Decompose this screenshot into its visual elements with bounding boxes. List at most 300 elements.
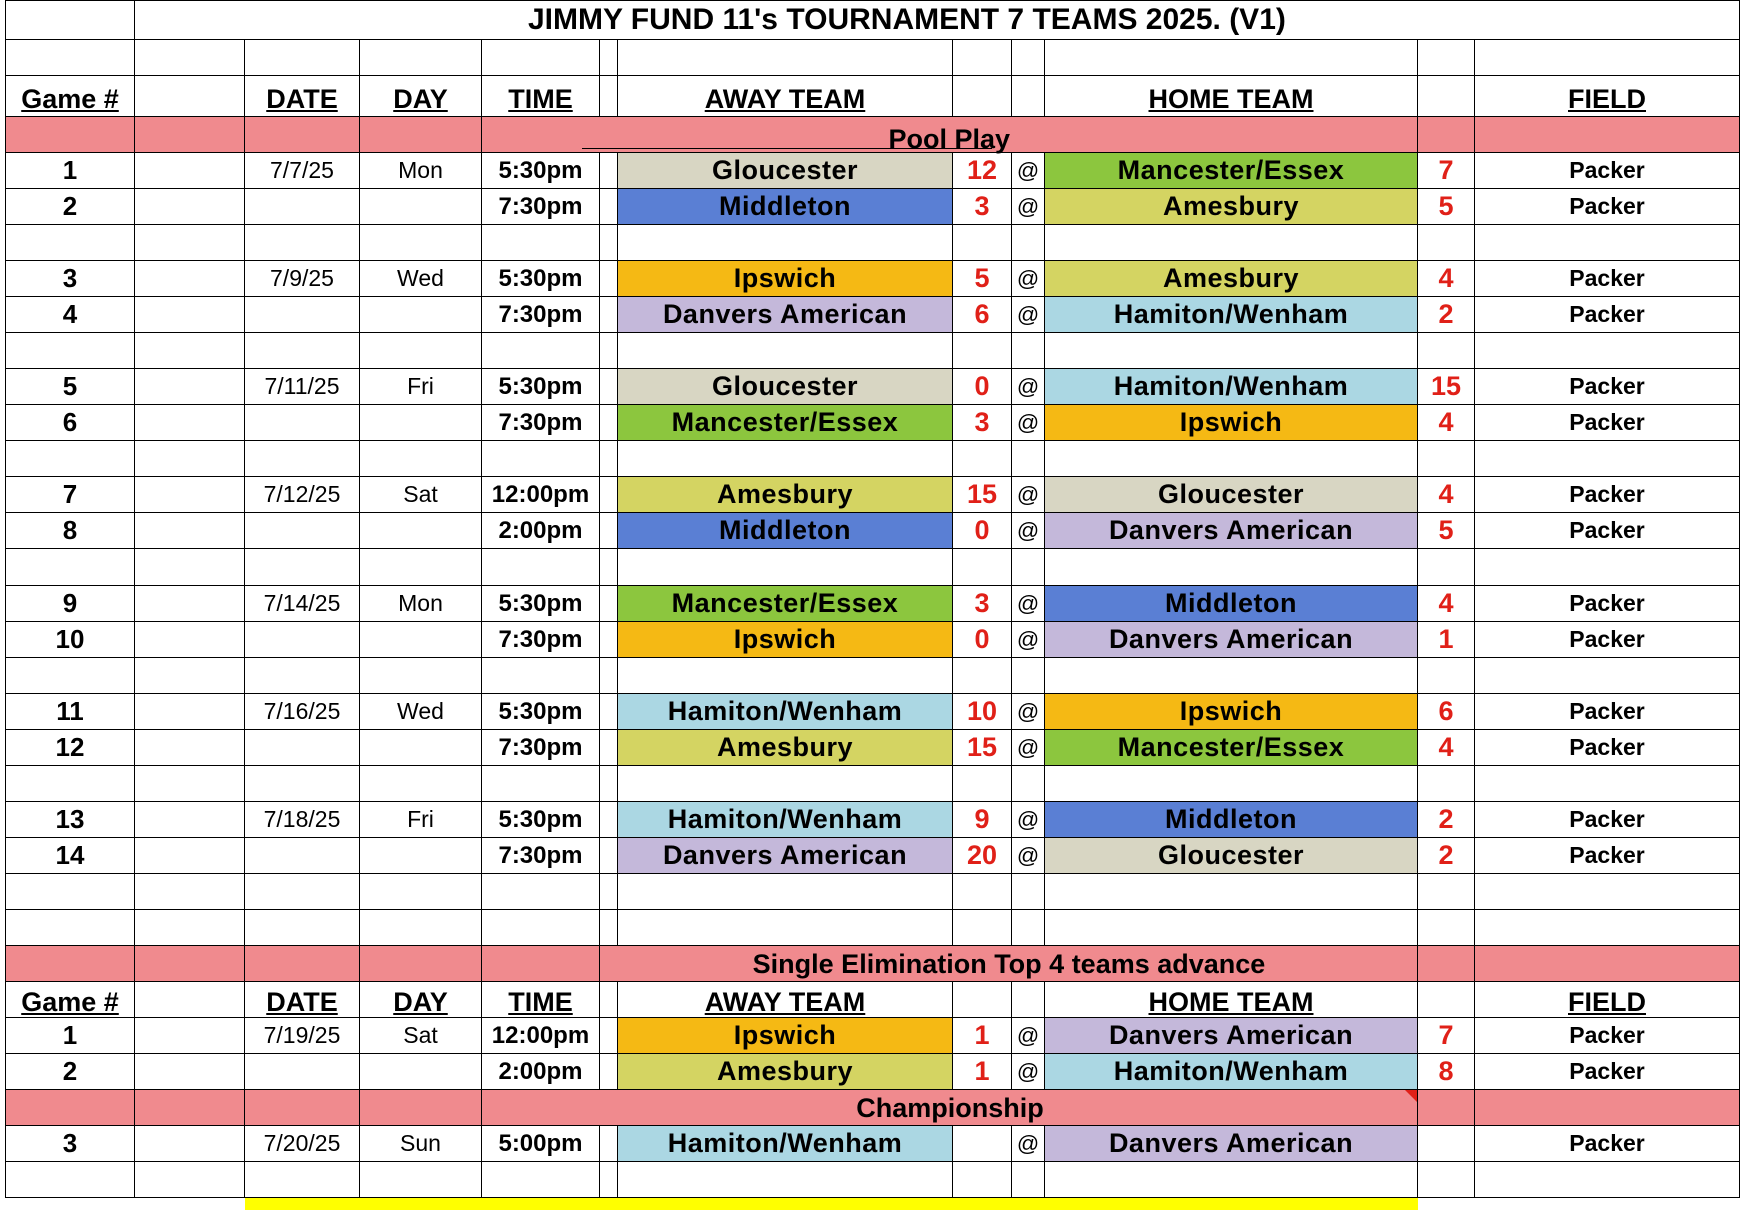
away-team: Amesbury xyxy=(618,730,953,766)
empty-cell xyxy=(1418,910,1475,946)
empty-cell xyxy=(600,586,618,622)
empty-cell xyxy=(1475,333,1740,369)
at-symbol: @ xyxy=(1012,730,1045,766)
empty-cell xyxy=(135,261,245,297)
blank-row xyxy=(0,910,1740,946)
game-time: 5:30pm xyxy=(482,369,600,405)
header-time: TIME xyxy=(482,76,600,117)
home-team: Amesbury xyxy=(1045,261,1418,297)
pool-play-band xyxy=(0,117,1740,153)
band-cell xyxy=(5,946,135,982)
game-date xyxy=(245,405,360,441)
game-field: Packer xyxy=(1475,586,1740,622)
band-cell xyxy=(1418,117,1475,153)
home-team: Danvers American xyxy=(1045,1126,1418,1162)
empty-cell xyxy=(953,40,1012,76)
game-row xyxy=(0,261,1740,297)
away-team: Ipswich xyxy=(618,261,953,297)
header-home-team: HOME TEAM xyxy=(1045,76,1418,117)
home-team: Mancester/Essex xyxy=(1045,153,1418,189)
game-date xyxy=(245,730,360,766)
empty-cell xyxy=(1418,658,1475,694)
game-date: 7/7/25 xyxy=(245,153,360,189)
empty-cell xyxy=(360,441,482,477)
empty-cell xyxy=(482,549,600,586)
at-symbol: @ xyxy=(1012,405,1045,441)
game-field: Packer xyxy=(1475,730,1740,766)
elimination-band xyxy=(0,946,1740,982)
band-cell xyxy=(1475,1090,1740,1126)
game-row xyxy=(0,586,1740,622)
section-label: Pool Play xyxy=(888,123,1010,154)
away-score: 10 xyxy=(953,694,1012,730)
empty-cell xyxy=(245,441,360,477)
empty-cell xyxy=(600,766,618,802)
game-date xyxy=(245,1054,360,1090)
empty-cell xyxy=(600,730,618,766)
game-time: 5:30pm xyxy=(482,802,600,838)
empty-cell xyxy=(600,1162,618,1198)
away-team: Ipswich xyxy=(618,1018,953,1054)
away-score: 15 xyxy=(953,477,1012,513)
empty-cell xyxy=(135,513,245,549)
empty-cell xyxy=(1012,333,1045,369)
at-symbol: @ xyxy=(1012,838,1045,874)
header-game: Game # xyxy=(5,76,135,117)
away-team: Amesbury xyxy=(618,1054,953,1090)
empty-cell xyxy=(1045,549,1418,586)
empty-cell xyxy=(135,333,245,369)
blank-row xyxy=(0,333,1740,369)
header-time: TIME xyxy=(482,982,600,1018)
empty-cell xyxy=(1012,982,1045,1018)
empty-cell xyxy=(482,766,600,802)
away-score: 9 xyxy=(953,802,1012,838)
band-cell xyxy=(135,1090,245,1126)
empty-cell xyxy=(618,40,953,76)
home-score: 4 xyxy=(1418,586,1475,622)
section-label: Championship xyxy=(856,1092,1044,1123)
empty-cell xyxy=(1418,1162,1475,1198)
game-field: Packer xyxy=(1475,189,1740,225)
empty-cell xyxy=(482,910,600,946)
band-cell xyxy=(5,1090,135,1126)
empty-cell xyxy=(360,658,482,694)
away-score: 3 xyxy=(953,405,1012,441)
band-cell xyxy=(360,946,482,982)
away-score: 1 xyxy=(953,1054,1012,1090)
empty-cell xyxy=(135,1126,245,1162)
empty-cell xyxy=(1475,549,1740,586)
band-cell xyxy=(5,117,135,153)
game-number: 12 xyxy=(5,730,135,766)
home-score: 4 xyxy=(1418,405,1475,441)
pool-play-underline xyxy=(582,148,992,149)
home-team: Danvers American xyxy=(1045,622,1418,658)
home-team: Hamiton/Wenham xyxy=(1045,297,1418,333)
column-header-row xyxy=(0,76,1740,117)
empty-cell xyxy=(600,1018,618,1054)
away-team: Ipswich xyxy=(618,622,953,658)
empty-cell xyxy=(1475,225,1740,261)
game-field: Packer xyxy=(1475,622,1740,658)
game-number: 3 xyxy=(5,1126,135,1162)
empty-cell xyxy=(953,333,1012,369)
empty-cell xyxy=(600,477,618,513)
home-team: Danvers American xyxy=(1045,513,1418,549)
empty-cell xyxy=(600,405,618,441)
empty-cell xyxy=(1418,549,1475,586)
game-time: 5:30pm xyxy=(482,153,600,189)
empty-cell xyxy=(1012,874,1045,910)
blank-row xyxy=(0,549,1740,586)
empty-cell xyxy=(135,1054,245,1090)
empty-cell xyxy=(600,333,618,369)
game-time: 7:30pm xyxy=(482,189,600,225)
game-row xyxy=(0,1018,1740,1054)
empty-cell xyxy=(618,549,953,586)
blank-row xyxy=(0,40,1740,76)
empty-cell xyxy=(482,1162,600,1198)
game-number: 6 xyxy=(5,405,135,441)
empty-cell xyxy=(618,441,953,477)
empty-cell xyxy=(360,40,482,76)
game-time: 2:00pm xyxy=(482,1054,600,1090)
empty-cell xyxy=(953,874,1012,910)
empty-cell xyxy=(600,1054,618,1090)
home-team: Middleton xyxy=(1045,586,1418,622)
game-row xyxy=(0,694,1740,730)
empty-cell xyxy=(360,1162,482,1198)
empty-cell xyxy=(1418,441,1475,477)
band-cell xyxy=(1475,946,1740,982)
game-row xyxy=(0,1126,1740,1162)
header-home-team: HOME TEAM xyxy=(1045,982,1418,1018)
game-number: 1 xyxy=(5,1018,135,1054)
empty-cell xyxy=(1045,658,1418,694)
home-score: 2 xyxy=(1418,802,1475,838)
game-date xyxy=(245,297,360,333)
game-number: 5 xyxy=(5,369,135,405)
empty-cell xyxy=(600,982,618,1018)
header-away-team: AWAY TEAM xyxy=(618,76,953,117)
empty-cell xyxy=(135,76,245,117)
empty-cell xyxy=(135,658,245,694)
game-date: 7/14/25 xyxy=(245,586,360,622)
empty-cell xyxy=(600,549,618,586)
game-row xyxy=(0,1054,1740,1090)
away-score: 15 xyxy=(953,730,1012,766)
empty-cell xyxy=(135,1018,245,1054)
at-symbol: @ xyxy=(1012,1126,1045,1162)
away-team: Gloucester xyxy=(618,369,953,405)
away-score: 12 xyxy=(953,153,1012,189)
empty-cell xyxy=(135,910,245,946)
away-score: 0 xyxy=(953,513,1012,549)
empty-cell xyxy=(245,333,360,369)
home-score: 2 xyxy=(1418,838,1475,874)
away-team: Gloucester xyxy=(618,153,953,189)
empty-cell xyxy=(5,40,135,76)
home-score: 4 xyxy=(1418,261,1475,297)
game-date xyxy=(245,838,360,874)
empty-cell xyxy=(360,766,482,802)
header-field: FIELD xyxy=(1475,76,1740,117)
empty-cell xyxy=(245,766,360,802)
empty-cell xyxy=(1012,76,1045,117)
game-field: Packer xyxy=(1475,1126,1740,1162)
game-date: 7/11/25 xyxy=(245,369,360,405)
game-field: Packer xyxy=(1475,1018,1740,1054)
game-field: Packer xyxy=(1475,513,1740,549)
header-away-team: AWAY TEAM xyxy=(618,982,953,1018)
empty-cell xyxy=(953,441,1012,477)
empty-cell xyxy=(135,766,245,802)
header-day: DAY xyxy=(360,76,482,117)
empty-cell xyxy=(1045,40,1418,76)
empty-cell xyxy=(135,369,245,405)
comment-marker xyxy=(1405,1090,1417,1102)
empty-cell xyxy=(600,694,618,730)
home-score: 1 xyxy=(1418,622,1475,658)
empty-cell xyxy=(5,441,135,477)
game-row xyxy=(0,802,1740,838)
empty-cell xyxy=(618,766,953,802)
empty-cell xyxy=(135,802,245,838)
empty-cell xyxy=(953,225,1012,261)
game-number: 2 xyxy=(5,189,135,225)
empty-cell xyxy=(1418,76,1475,117)
empty-cell xyxy=(1475,874,1740,910)
empty-cell xyxy=(600,910,618,946)
empty-cell xyxy=(600,369,618,405)
game-field: Packer xyxy=(1475,261,1740,297)
empty-cell xyxy=(135,297,245,333)
empty-cell xyxy=(1475,441,1740,477)
empty-cell xyxy=(1012,910,1045,946)
game-row xyxy=(0,405,1740,441)
blank-row xyxy=(0,766,1740,802)
home-team: Hamiton/Wenham xyxy=(1045,369,1418,405)
empty-cell xyxy=(1475,40,1740,76)
empty-cell xyxy=(1475,658,1740,694)
empty-cell xyxy=(135,549,245,586)
game-field: Packer xyxy=(1475,153,1740,189)
game-time: 12:00pm xyxy=(482,477,600,513)
game-row xyxy=(0,189,1740,225)
home-score: 7 xyxy=(1418,153,1475,189)
away-score: 3 xyxy=(953,189,1012,225)
empty-cell xyxy=(135,405,245,441)
at-symbol: @ xyxy=(1012,189,1045,225)
game-time: 7:30pm xyxy=(482,622,600,658)
empty-cell xyxy=(600,76,618,117)
away-score: 6 xyxy=(953,297,1012,333)
game-number: 9 xyxy=(5,586,135,622)
game-date xyxy=(245,513,360,549)
game-field: Packer xyxy=(1475,694,1740,730)
empty-cell xyxy=(600,441,618,477)
empty-cell xyxy=(600,622,618,658)
empty-cell xyxy=(600,513,618,549)
game-time: 7:30pm xyxy=(482,405,600,441)
game-row xyxy=(0,297,1740,333)
game-time: 5:00pm xyxy=(482,1126,600,1162)
game-day: Sat xyxy=(360,477,482,513)
header-date: DATE xyxy=(245,982,360,1018)
game-day xyxy=(360,297,482,333)
home-team: Amesbury xyxy=(1045,189,1418,225)
empty-cell xyxy=(482,40,600,76)
empty-cell xyxy=(245,549,360,586)
empty-cell xyxy=(953,1162,1012,1198)
game-day: Fri xyxy=(360,802,482,838)
band-cell xyxy=(135,117,245,153)
at-symbol: @ xyxy=(1012,477,1045,513)
game-day: Sun xyxy=(360,1126,482,1162)
empty-cell xyxy=(1012,225,1045,261)
empty-cell xyxy=(1012,549,1045,586)
band-cell xyxy=(360,1090,482,1126)
game-time: 5:30pm xyxy=(482,261,600,297)
empty-cell xyxy=(600,225,618,261)
empty-cell xyxy=(5,658,135,694)
section-label: Single Elimination Top 4 teams advance xyxy=(752,948,1266,979)
away-score: 5 xyxy=(953,261,1012,297)
home-score: 5 xyxy=(1418,189,1475,225)
empty-cell xyxy=(135,586,245,622)
empty-cell xyxy=(953,658,1012,694)
empty-cell xyxy=(5,0,135,40)
header-game: Game # xyxy=(5,982,135,1018)
at-symbol: @ xyxy=(1012,513,1045,549)
game-day: Mon xyxy=(360,153,482,189)
header-date: DATE xyxy=(245,76,360,117)
column-header-row xyxy=(0,982,1740,1018)
game-row xyxy=(0,153,1740,189)
empty-cell xyxy=(618,1162,953,1198)
empty-cell xyxy=(360,333,482,369)
empty-cell xyxy=(953,982,1012,1018)
empty-cell xyxy=(245,225,360,261)
away-score: 0 xyxy=(953,622,1012,658)
band-cell xyxy=(245,117,360,153)
empty-cell xyxy=(1045,874,1418,910)
empty-cell xyxy=(600,40,618,76)
away-score: 0 xyxy=(953,369,1012,405)
empty-cell xyxy=(5,333,135,369)
home-score: 6 xyxy=(1418,694,1475,730)
empty-cell xyxy=(5,1162,135,1198)
empty-cell xyxy=(360,549,482,586)
empty-cell xyxy=(953,766,1012,802)
game-day xyxy=(360,189,482,225)
game-row xyxy=(0,513,1740,549)
game-number: 7 xyxy=(5,477,135,513)
at-symbol: @ xyxy=(1012,622,1045,658)
game-time: 7:30pm xyxy=(482,297,600,333)
game-date: 7/19/25 xyxy=(245,1018,360,1054)
band-cell xyxy=(360,117,482,153)
game-day: Wed xyxy=(360,694,482,730)
empty-cell xyxy=(600,261,618,297)
empty-cell xyxy=(953,910,1012,946)
game-day: Fri xyxy=(360,369,482,405)
empty-cell xyxy=(5,874,135,910)
game-number: 4 xyxy=(5,297,135,333)
empty-cell xyxy=(135,838,245,874)
home-team: Middleton xyxy=(1045,802,1418,838)
empty-cell xyxy=(600,658,618,694)
game-time: 5:30pm xyxy=(482,694,600,730)
empty-cell xyxy=(1045,910,1418,946)
away-team: Mancester/Essex xyxy=(618,405,953,441)
empty-cell xyxy=(135,874,245,910)
game-date xyxy=(245,622,360,658)
game-day xyxy=(360,1054,482,1090)
game-day xyxy=(360,622,482,658)
game-day xyxy=(360,405,482,441)
game-date: 7/20/25 xyxy=(245,1126,360,1162)
game-date: 7/9/25 xyxy=(245,261,360,297)
home-team: Gloucester xyxy=(1045,477,1418,513)
empty-cell xyxy=(1012,1162,1045,1198)
home-team: Mancester/Essex xyxy=(1045,730,1418,766)
home-score: 5 xyxy=(1418,513,1475,549)
header-field: FIELD xyxy=(1475,982,1740,1018)
home-team: Ipswich xyxy=(1045,694,1418,730)
empty-cell xyxy=(135,153,245,189)
game-day xyxy=(360,513,482,549)
empty-cell xyxy=(1045,333,1418,369)
game-day xyxy=(360,730,482,766)
header-day: DAY xyxy=(360,982,482,1018)
championship-band xyxy=(0,1090,1740,1126)
game-row xyxy=(0,838,1740,874)
away-team: Danvers American xyxy=(618,838,953,874)
empty-cell xyxy=(600,802,618,838)
empty-cell xyxy=(482,658,600,694)
game-date xyxy=(245,189,360,225)
band-cell xyxy=(1418,946,1475,982)
game-date: 7/16/25 xyxy=(245,694,360,730)
game-field: Packer xyxy=(1475,369,1740,405)
empty-cell xyxy=(135,441,245,477)
empty-cell xyxy=(245,40,360,76)
band-cell xyxy=(1418,1090,1475,1126)
away-team: Middleton xyxy=(618,189,953,225)
at-symbol: @ xyxy=(1012,1018,1045,1054)
empty-cell xyxy=(1475,766,1740,802)
away-score: 1 xyxy=(953,1018,1012,1054)
empty-cell xyxy=(135,694,245,730)
home-team: Hamiton/Wenham xyxy=(1045,1054,1418,1090)
game-field: Packer xyxy=(1475,1054,1740,1090)
band-cell xyxy=(245,1090,360,1126)
empty-cell xyxy=(135,477,245,513)
game-row xyxy=(0,730,1740,766)
empty-cell xyxy=(245,874,360,910)
home-score: 15 xyxy=(1418,369,1475,405)
empty-cell xyxy=(135,189,245,225)
away-score: 20 xyxy=(953,838,1012,874)
home-team: Gloucester xyxy=(1045,838,1418,874)
empty-cell xyxy=(5,225,135,261)
empty-cell xyxy=(135,225,245,261)
title-row xyxy=(0,0,1740,40)
home-score xyxy=(1418,1126,1475,1162)
band-cell xyxy=(245,946,360,982)
